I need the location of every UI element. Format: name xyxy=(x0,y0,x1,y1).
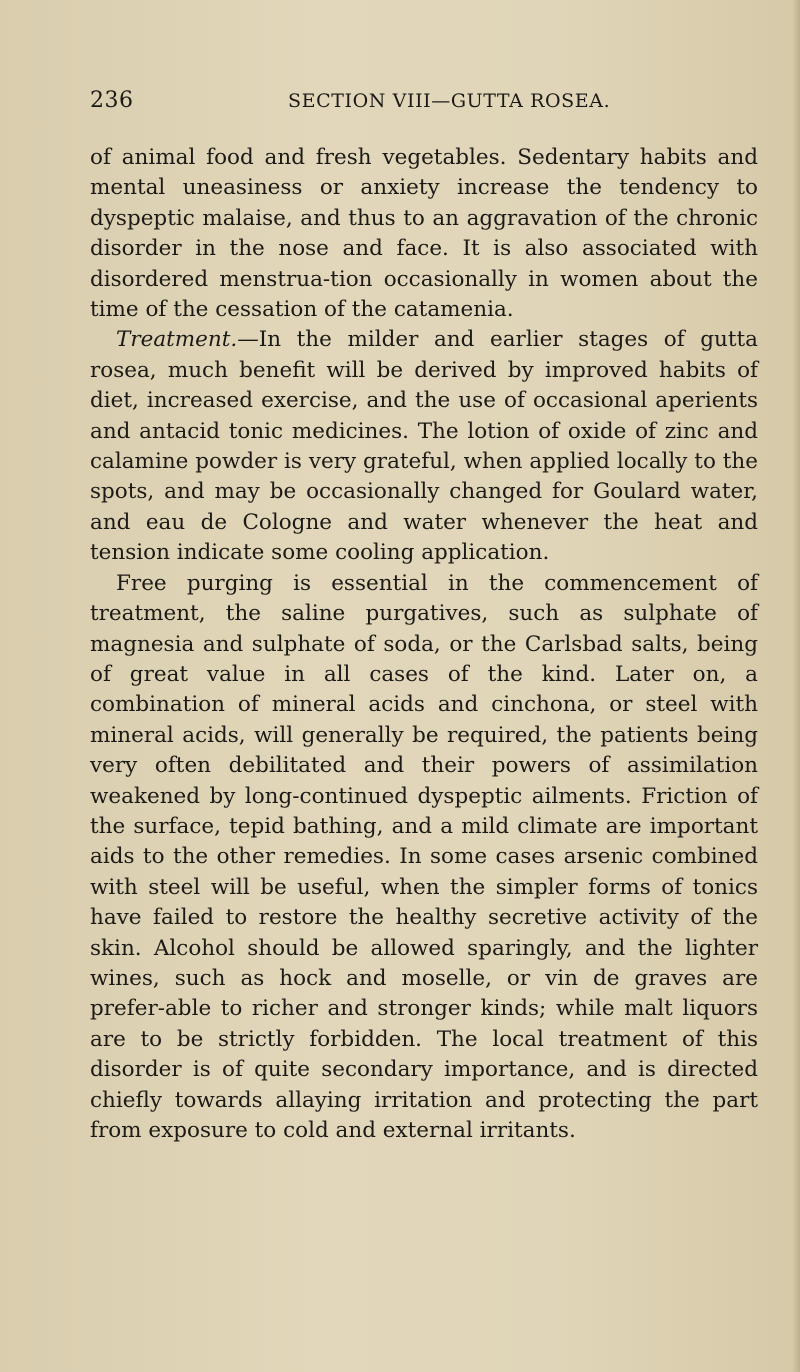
running-head: SECTION VIII—GUTTA ROSEA. xyxy=(288,90,611,112)
treatment-text: —In the milder and earlier stages of gutta rosea, much benefit will be derived by improved habits of diet, increased exercise, and the use of occasional aperients and antacid tonic medicines. The lotion of oxide of zinc and calamine powder is very grateful, when applied locally to the spots, and may be occasionally changed for Goulard water, and eau de Cologne and water whenever the heat and tension indicate some cooling application. xyxy=(90,327,758,566)
paragraph-purging: Free purging is essential in the commencement of treatment, the saline purgatives, such as sulphate of magnesia and sulphate of soda, or the Carlsbad salts, being of great value in all cases of the kind. Later on, a combination of mineral acids and cinchona, or steel with mineral acids, will generally be required, the patients being very often debilitated and their powers of assimilation weakened by long-continued dyspeptic ailments. Friction of the surface, tepid bathing, and a mild climate are important aids to the other remedies. In some cases arsenic combined with steel will be useful, when the simpler forms of tonics have failed to restore the healthy secretive activity of the skin. Alcohol should be allowed sparingly, and the lighter wines, such as hock and moselle, or vin de graves are prefer-able to richer and stronger kinds; while malt liquors are to be strictly forbidden. The local treatment of this disorder is of quite secondary importance, and is directed chiefly towards allaying irritation and protecting the part from exposure to cold and external irritants. xyxy=(90,570,758,1143)
paragraph-treatment xyxy=(90,325,758,568)
page-edge-shadow xyxy=(792,0,800,1372)
body-text xyxy=(90,143,758,1146)
paragraph-continuation: of animal food and fresh vegetables. Sedentary habits and mental uneasiness or anxiety increase the tendency to dyspeptic malaise, and thus to an aggravation of the chronic disorder in the nose and face. It is also associated with disordered menstrua-tion occasionally in women about the time of the cessation of the catamenia. xyxy=(90,145,758,323)
page-header xyxy=(90,88,726,122)
page-number: 236 xyxy=(90,88,134,113)
treatment-heading: Treatment. xyxy=(116,327,238,353)
